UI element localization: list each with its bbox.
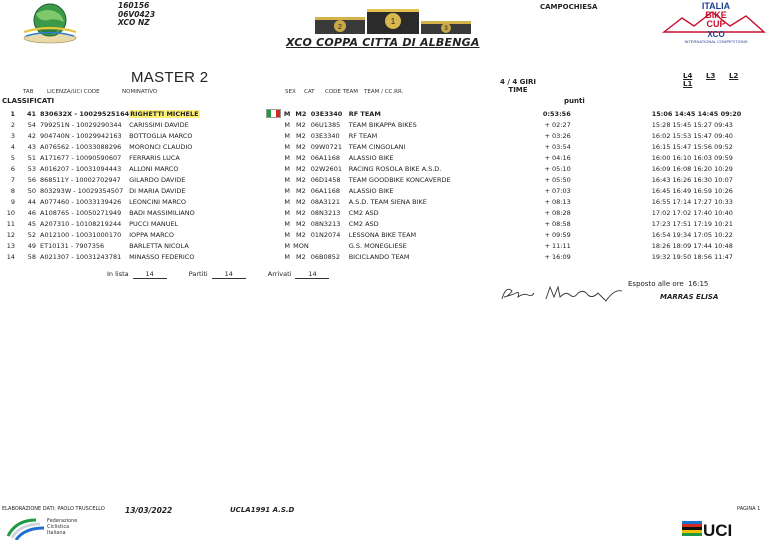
laps-header bbox=[486, 78, 550, 94]
lap-times-cell: 15:28 15:45 15:27 09:43 bbox=[651, 120, 733, 129]
points-cell bbox=[577, 163, 652, 174]
category-title: MASTER 2 bbox=[131, 69, 209, 86]
flag-cell bbox=[267, 152, 281, 163]
team-code-cell: 08N3213 bbox=[310, 208, 341, 217]
team-name-cell: TEAM BIKAPPA BIKES bbox=[348, 120, 417, 129]
rider-name-cell bbox=[129, 251, 267, 262]
rank-cell: 7 bbox=[10, 175, 15, 184]
rider-name: DI MARIA DAVIDE bbox=[129, 186, 186, 195]
team-name-cell: TEAM CINGOLANI bbox=[348, 142, 406, 151]
rider-name-cell bbox=[129, 119, 267, 130]
flag-cell bbox=[267, 163, 281, 174]
lap-times-cell: 16:43 16:26 16:30 10:07 bbox=[651, 175, 733, 184]
col-header-sex: SEX bbox=[285, 89, 296, 95]
footer-data-processing: ELABORAZIONE DATI: PAOLO TRUSCELLO bbox=[2, 506, 105, 512]
bib-cell: 53 bbox=[27, 164, 36, 173]
time-cell: + 09:59 bbox=[544, 230, 571, 239]
posted-label: Esposto alle ore bbox=[628, 280, 684, 288]
team-code-cell: 01N2074 bbox=[310, 230, 341, 239]
results-table bbox=[0, 108, 744, 262]
arrivati-value: 14 bbox=[295, 270, 329, 279]
license-cell: 803293W - 10029354507 bbox=[40, 186, 124, 195]
license-cell: A171677 - 10090590607 bbox=[40, 153, 122, 162]
col-header-code: CODE TEAM bbox=[325, 89, 358, 95]
in-lista-label: In lista bbox=[107, 270, 129, 278]
bib-cell: 50 bbox=[27, 186, 36, 195]
fci-logo bbox=[6, 516, 46, 540]
header-codes bbox=[118, 2, 155, 28]
arrivati-label: Arrivati bbox=[267, 270, 292, 278]
posted-time bbox=[628, 280, 708, 288]
lap-header-l4: L4 bbox=[683, 72, 693, 80]
rider-name: PUCCI MANUEL bbox=[129, 219, 179, 228]
category-cell: M2 bbox=[295, 109, 307, 118]
rank-cell: 14 bbox=[6, 252, 15, 261]
license-cell: 868511Y - 10002702947 bbox=[40, 175, 121, 184]
rank-cell: 5 bbox=[10, 153, 15, 162]
team-name-cell: BICICLANDO TEAM bbox=[348, 252, 410, 261]
sex-cell: M bbox=[284, 164, 290, 173]
flag-cell bbox=[267, 218, 281, 229]
team-code-cell bbox=[309, 240, 349, 251]
logo-cup-text: CUP bbox=[706, 19, 726, 29]
sex-cell: M bbox=[284, 208, 290, 217]
rider-name: FERRARIS LUCA bbox=[129, 153, 180, 162]
bib-cell: 44 bbox=[27, 197, 36, 206]
sex-cell: M bbox=[284, 131, 290, 140]
table-row bbox=[0, 174, 744, 185]
license-cell: 799251N - 10029290344 bbox=[40, 120, 122, 129]
table-row bbox=[0, 240, 744, 251]
rank-cell: 3 bbox=[10, 131, 15, 140]
lap-times-cell: 19:32 19:50 18:56 11:47 bbox=[651, 252, 733, 261]
signature bbox=[498, 281, 628, 307]
lap-header-l3: L3 bbox=[706, 72, 716, 80]
logo-bike-text: BIKE bbox=[705, 10, 727, 20]
flag-cell bbox=[267, 207, 281, 218]
rider-name-cell bbox=[129, 240, 267, 251]
points-cell bbox=[577, 174, 652, 185]
points-cell bbox=[577, 251, 652, 262]
flag-cell bbox=[267, 196, 281, 207]
category-cell: M2 bbox=[296, 175, 306, 184]
fci-text bbox=[47, 518, 77, 536]
rider-name-cell bbox=[129, 152, 267, 163]
time-cell: + 04:16 bbox=[544, 153, 571, 162]
laps-count: 4 / 4 GIRI bbox=[500, 78, 536, 86]
sex-cell: M bbox=[284, 241, 290, 250]
rider-name-cell bbox=[129, 196, 267, 207]
time-cell: + 08:58 bbox=[544, 219, 571, 228]
team-code-cell: 03E3340 bbox=[310, 109, 343, 118]
rank-cell: 2 bbox=[10, 120, 15, 129]
time-cell: + 08:13 bbox=[544, 197, 571, 206]
points-cell bbox=[577, 207, 652, 218]
rider-name: BADI MASSIMILIANO bbox=[129, 208, 195, 217]
category-cell: M2 bbox=[296, 142, 306, 151]
license-cell: A021307 - 10031243781 bbox=[40, 252, 122, 261]
license-cell: A207310 - 10108219244 bbox=[40, 219, 122, 228]
uci-logo-text: UCI bbox=[703, 521, 733, 539]
rider-name-cell bbox=[129, 207, 267, 218]
lap-times-cell: 17:02 17:02 17:40 10:40 bbox=[651, 208, 733, 217]
lap-times-cell: 18:26 18:09 17:44 10:48 bbox=[651, 241, 733, 250]
sex-cell: M bbox=[284, 186, 290, 195]
rider-name-cell bbox=[129, 163, 267, 174]
category-cell: M2 bbox=[296, 219, 306, 228]
bib-cell: 56 bbox=[27, 175, 36, 184]
lap-times-cell: 16:15 15:47 15:56 09:52 bbox=[651, 142, 733, 151]
bib-cell: 54 bbox=[27, 120, 36, 129]
flag-cell bbox=[267, 185, 281, 196]
italia-bike-cup-logo bbox=[660, 0, 768, 48]
sex-cell: M bbox=[284, 230, 290, 239]
rider-name: GILARDO DAVIDE bbox=[129, 175, 186, 184]
event-code: 06V0423 bbox=[118, 9, 156, 19]
rider-name-cell bbox=[129, 130, 267, 141]
team-name-cell: RF TEAM bbox=[348, 109, 381, 118]
team-name-cell: G.S. MONEGLIESE bbox=[348, 241, 407, 250]
flag-cell bbox=[267, 108, 281, 119]
points-cell bbox=[577, 108, 652, 119]
podium-graphic bbox=[313, 5, 473, 35]
team-name-cell: TEAM GOODBIKE KONCAVERDE bbox=[348, 175, 451, 184]
event-title: XCO COPPA CITTA DI ALBENGA bbox=[286, 36, 480, 49]
sex-cell: M bbox=[284, 197, 290, 206]
sex-cell: M bbox=[284, 153, 290, 162]
team-name-cell: CM2 ASD bbox=[348, 208, 379, 217]
bib-cell: 41 bbox=[26, 109, 36, 118]
rider-name-cell bbox=[129, 108, 267, 119]
time-cell: 0:53:56 bbox=[542, 109, 571, 118]
time-label: TIME bbox=[508, 86, 528, 94]
points-cell bbox=[577, 152, 652, 163]
category-cell: M2 bbox=[296, 164, 306, 173]
partiti-value: 14 bbox=[212, 270, 246, 279]
license-cell: ET10131 - 7907356 bbox=[40, 241, 105, 250]
race-code: 160156 bbox=[118, 1, 150, 10]
col-header-name: NOMINATIVO bbox=[122, 89, 158, 95]
rider-name-cell bbox=[129, 218, 267, 229]
sex-cell: M bbox=[284, 219, 290, 228]
team-name-cell: A.S.D. TEAM SIENA BIKE bbox=[348, 197, 427, 206]
bib-cell: 52 bbox=[27, 230, 36, 239]
time-cell: + 08:28 bbox=[544, 208, 571, 217]
points-cell bbox=[577, 185, 652, 196]
fci-line2: Ciclistica bbox=[47, 524, 70, 530]
table-row bbox=[0, 196, 744, 207]
event-logo-globe bbox=[14, 2, 86, 46]
fci-line1: Federazione bbox=[47, 518, 78, 524]
category-cell: M2 bbox=[296, 131, 306, 140]
category-cell: M2 bbox=[296, 252, 306, 261]
team-name-cell: RF TEAM bbox=[348, 131, 378, 140]
team-name-cell: LESSONA BIKE TEAM bbox=[348, 230, 417, 239]
col-header-cat: CAT bbox=[304, 89, 315, 95]
lap-times-cell: 16:09 16:08 16:20 10:29 bbox=[651, 164, 733, 173]
rank-cell: 11 bbox=[6, 219, 15, 228]
table-row bbox=[0, 163, 744, 174]
rank-cell: 4 bbox=[10, 142, 15, 151]
table-row bbox=[0, 152, 744, 163]
flag-cell bbox=[267, 240, 281, 251]
time-cell: + 16:09 bbox=[544, 252, 571, 261]
rank-cell: 12 bbox=[6, 230, 15, 239]
lap-times-cell: 15:06 14:45 14:45 09:20 bbox=[651, 109, 742, 118]
flag-cell bbox=[267, 251, 281, 262]
team-name-cell: ALASSIO BIKE bbox=[348, 186, 394, 195]
category-cell: M2 bbox=[296, 208, 306, 217]
section-label: CLASSIFICATI bbox=[2, 97, 55, 105]
rider-name-cell bbox=[129, 185, 267, 196]
bib-cell: 58 bbox=[27, 252, 36, 261]
lap-times-cell: 16:55 17:14 17:27 10:33 bbox=[651, 197, 733, 206]
col-header-team: TEAM / CC.RR. bbox=[364, 89, 404, 95]
rank-cell: 9 bbox=[10, 197, 15, 206]
team-code-cell: 06D1458 bbox=[310, 175, 341, 184]
team-name-cell: RACING ROSOLA BIKE A.S.D. bbox=[348, 164, 442, 173]
footer-club: UCLA1991 A.S.D bbox=[230, 506, 295, 514]
uci-logo bbox=[682, 519, 744, 539]
posted-time-value: 16:15 bbox=[688, 280, 709, 288]
time-cell: + 03:54 bbox=[544, 142, 571, 151]
lap-times-cell: 16:02 15:53 15:47 09:40 bbox=[651, 131, 733, 140]
bib-cell: 51 bbox=[27, 153, 36, 162]
flag-cell bbox=[267, 119, 281, 130]
lap-times-cell: 16:00 16:10 16:03 09:59 bbox=[651, 153, 733, 162]
rank-cell: 1 bbox=[10, 109, 15, 118]
team-code-cell: 06A1168 bbox=[310, 153, 340, 162]
time-cell: + 02:27 bbox=[544, 120, 571, 129]
team-code-cell: 02W2601 bbox=[310, 164, 342, 173]
category-cell: M2 bbox=[296, 197, 306, 206]
license-cell: A016207 - 10031094443 bbox=[40, 164, 122, 173]
rider-name: LEONCINI MARCO bbox=[129, 197, 187, 206]
fci-line3: Italiana bbox=[47, 530, 66, 536]
rider-name-cell bbox=[129, 174, 267, 185]
rider-name-cell bbox=[129, 229, 267, 240]
italy-flag-icon bbox=[267, 110, 280, 117]
license-cell: A076562 - 10033088296 bbox=[40, 142, 122, 151]
team-name-cell: ALASSIO BIKE bbox=[348, 153, 394, 162]
lap-header-l2: L2 bbox=[729, 72, 739, 80]
podium-label-3: 3 bbox=[444, 26, 448, 32]
points-cell bbox=[577, 229, 652, 240]
rank-cell: 8 bbox=[10, 186, 15, 195]
lap-header-l1: L1 bbox=[683, 80, 693, 88]
lap-headers bbox=[683, 72, 768, 88]
points-cell bbox=[577, 218, 652, 229]
lap-times-cell: 16:45 16:49 16:59 10:26 bbox=[651, 186, 733, 195]
license-cell: 830632X - 10029525164 bbox=[40, 109, 130, 118]
category-cell: MON bbox=[293, 241, 309, 250]
flag-cell bbox=[267, 229, 281, 240]
rider-name: BARLETTA NICOLA bbox=[129, 241, 189, 250]
in-lista-value: 14 bbox=[133, 270, 167, 279]
sex-cell: M bbox=[284, 120, 290, 129]
logo-sub-text: INTERNATIONAL COMPETITIONS bbox=[684, 39, 748, 44]
col-header-tab: TAB bbox=[23, 89, 34, 95]
table-row bbox=[0, 108, 744, 119]
license-cell: A012100 - 10031000170 bbox=[40, 230, 122, 239]
points-label: punti bbox=[564, 97, 585, 105]
discipline-code: XCO NZ bbox=[118, 18, 150, 27]
table-row bbox=[0, 207, 744, 218]
table-row bbox=[0, 130, 744, 141]
team-code-cell: 06B0852 bbox=[310, 252, 340, 261]
time-cell: + 05:10 bbox=[544, 164, 571, 173]
bib-cell: 42 bbox=[27, 131, 36, 140]
bib-cell: 43 bbox=[27, 142, 36, 151]
rider-name: RIGHETTI MICHELE bbox=[130, 109, 199, 118]
points-cell bbox=[577, 141, 652, 152]
points-cell bbox=[577, 119, 652, 130]
bib-cell: 46 bbox=[27, 208, 36, 217]
table-row bbox=[0, 185, 744, 196]
table-row bbox=[0, 119, 744, 130]
rank-cell: 13 bbox=[6, 241, 15, 250]
rank-cell: 10 bbox=[6, 208, 15, 217]
bib-cell: 45 bbox=[27, 219, 36, 228]
points-cell bbox=[577, 196, 652, 207]
category-cell: M2 bbox=[296, 120, 306, 129]
license-cell: A077460 - 10033139426 bbox=[40, 197, 122, 206]
time-cell: + 03:26 bbox=[544, 131, 571, 140]
category-cell: M2 bbox=[296, 230, 306, 239]
rider-name: MORONCI CLAUDIO bbox=[129, 142, 193, 151]
flag-cell bbox=[267, 130, 281, 141]
lap-times-cell: 17:23 17:51 17:19 10:21 bbox=[651, 219, 733, 228]
team-code-cell: 03E3340 bbox=[310, 131, 340, 140]
rider-name-cell bbox=[129, 141, 267, 152]
license-cell: A108765 - 10050271949 bbox=[40, 208, 122, 217]
table-row bbox=[0, 218, 744, 229]
time-cell: + 05:50 bbox=[544, 175, 571, 184]
bib-cell: 49 bbox=[27, 241, 36, 250]
table-row bbox=[0, 229, 744, 240]
license-cell: 904740N - 10029942163 bbox=[40, 131, 122, 140]
footer-date: 13/03/2022 bbox=[125, 506, 173, 515]
points-cell bbox=[577, 130, 652, 141]
sex-cell: M bbox=[283, 109, 291, 118]
lap-times-cell: 16:54 19:34 17:05 10:22 bbox=[651, 230, 733, 239]
rider-name: BOTTOGLIA MARCO bbox=[129, 131, 193, 140]
rider-name: ALLONI MARCO bbox=[129, 164, 179, 173]
signer-name: MARRAS ELISA bbox=[660, 293, 719, 301]
logo-xco-text: XCO bbox=[707, 30, 725, 39]
table-row bbox=[0, 141, 744, 152]
team-code-cell: 06A1168 bbox=[310, 186, 340, 195]
team-code-cell: 08A3121 bbox=[310, 197, 340, 206]
rider-name: CARISSIMI DAVIDE bbox=[129, 120, 189, 129]
partiti-label: Partiti bbox=[188, 270, 208, 278]
team-code-cell: 08N3213 bbox=[310, 219, 341, 228]
sex-cell: M bbox=[284, 142, 290, 151]
sex-cell: M bbox=[284, 252, 290, 261]
logo-italia-text: ITALIA bbox=[701, 1, 731, 11]
time-cell: + 11:11 bbox=[544, 241, 571, 250]
time-cell: + 07:03 bbox=[544, 186, 571, 195]
race-location: CAMPOCHIESA bbox=[540, 3, 598, 11]
footer-page-number: PAGINA 1 bbox=[737, 506, 761, 512]
flag-cell bbox=[267, 174, 281, 185]
col-header-license: LICENZA/UCI CODE bbox=[47, 89, 100, 95]
podium-label-2: 2 bbox=[338, 24, 342, 31]
team-code-cell: 06U1385 bbox=[310, 120, 341, 129]
category-cell: M2 bbox=[296, 186, 306, 195]
team-name-cell: CM2 ASD bbox=[348, 219, 379, 228]
rider-name: MINASSO FEDERICO bbox=[129, 252, 195, 261]
table-row bbox=[0, 251, 744, 262]
rider-name: IOPPA MARCO bbox=[129, 230, 174, 239]
podium-label-1: 1 bbox=[390, 17, 396, 26]
points-cell bbox=[577, 240, 652, 251]
race-stats bbox=[107, 270, 349, 279]
sex-cell: M bbox=[284, 175, 290, 184]
team-code-cell: 09W0721 bbox=[310, 142, 342, 151]
flag-cell bbox=[267, 141, 281, 152]
rank-cell: 6 bbox=[10, 164, 15, 173]
category-cell: M2 bbox=[296, 153, 306, 162]
